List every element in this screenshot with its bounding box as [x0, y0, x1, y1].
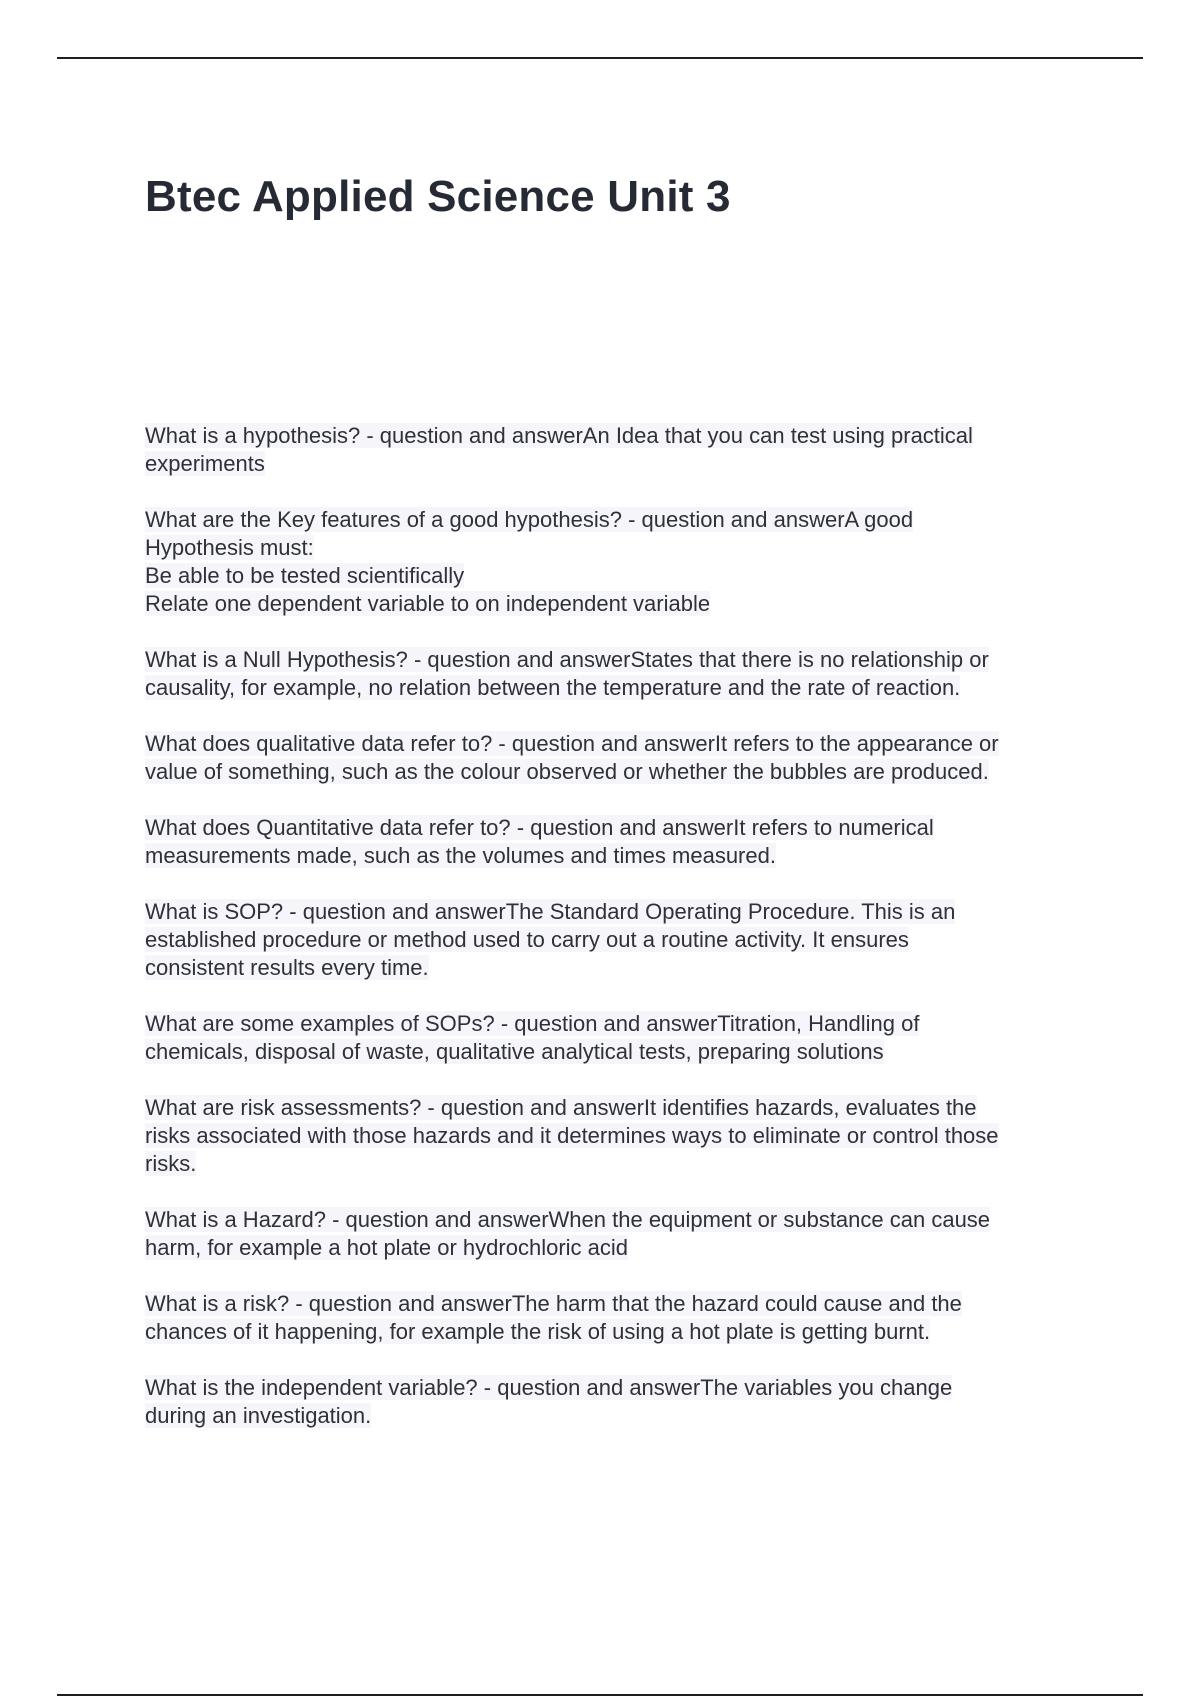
qa-line [145, 758, 1095, 786]
qa-line-text: during an investigation. [145, 1403, 372, 1428]
qa-line [145, 1234, 1095, 1262]
qa-line [145, 1318, 1095, 1346]
qa-line-text: What are some examples of SOPs? - question and answerTitration, Handling of [145, 1011, 920, 1036]
qa-line-text: What are the Key features of a good hypothesis? - question and answerA good [145, 507, 914, 532]
qa-line-text: What is the independent variable? - question and answerThe variables you change [145, 1375, 953, 1400]
qa-line-text: What are risk assessments? - question and answerIt identifies hazards, evaluates the [145, 1095, 977, 1120]
qa-line [145, 1206, 1095, 1234]
qa-line [145, 674, 1095, 702]
qa-line-text: chemicals, disposal of waste, qualitative analytical tests, preparing solutions [145, 1039, 884, 1064]
qa-line [145, 534, 1095, 562]
qa-line-text: risks. [145, 1151, 197, 1176]
qa-item [145, 730, 1095, 786]
qa-line-text: Be able to be tested scientifically [145, 563, 465, 588]
qa-line-text: consistent results every time. [145, 955, 429, 980]
qa-list [145, 422, 1095, 1458]
qa-line-text: What is a hypothesis? - question and answerAn Idea that you can test using practical [145, 423, 973, 448]
qa-item [145, 1374, 1095, 1430]
qa-line-text: Hypothesis must: [145, 535, 314, 560]
qa-line [145, 1374, 1095, 1402]
qa-item [145, 1290, 1095, 1346]
qa-line [145, 1038, 1095, 1066]
qa-line-text: What is SOP? - question and answerThe Standard Operating Procedure. This is an [145, 899, 956, 924]
qa-item [145, 898, 1095, 982]
qa-line-text: What does qualitative data refer to? - question and answerIt refers to the appearance or [145, 731, 999, 756]
qa-line [145, 842, 1095, 870]
qa-line-text: causality, for example, no relation between the temperature and the rate of reaction. [145, 675, 961, 700]
qa-item [145, 1206, 1095, 1262]
qa-line [145, 1094, 1095, 1122]
bottom-divider [57, 1694, 1143, 1696]
qa-item [145, 646, 1095, 702]
qa-line [145, 562, 1095, 590]
qa-line [145, 926, 1095, 954]
qa-line [145, 450, 1095, 478]
qa-line-text: chances of it happening, for example the risk of using a hot plate is getting burnt. [145, 1319, 931, 1344]
qa-line [145, 422, 1095, 450]
qa-line-text: value of something, such as the colour observed or whether the bubbles are produced. [145, 759, 989, 784]
qa-line [145, 730, 1095, 758]
qa-line [145, 1402, 1095, 1430]
qa-line-text: Relate one dependent variable to on independent variable [145, 591, 711, 616]
qa-line [145, 898, 1095, 926]
qa-line-text: What does Quantitative data refer to? - question and answerIt refers to numerical [145, 815, 934, 840]
qa-line-text: harm, for example a hot plate or hydrochloric acid [145, 1235, 629, 1260]
qa-line [145, 1290, 1095, 1318]
qa-line-text: experiments [145, 451, 265, 476]
top-divider [57, 57, 1143, 59]
qa-line-text: established procedure or method used to carry out a routine activity. It ensures [145, 927, 909, 952]
qa-item [145, 506, 1095, 618]
qa-line-text: risks associated with those hazards and it determines ways to eliminate or control those [145, 1123, 999, 1148]
qa-line [145, 1122, 1095, 1150]
qa-line-text: measurements made, such as the volumes and times measured. [145, 843, 776, 868]
qa-line [145, 814, 1095, 842]
qa-line [145, 954, 1095, 982]
qa-item [145, 814, 1095, 870]
qa-item [145, 422, 1095, 478]
qa-item [145, 1010, 1095, 1066]
qa-line-text: What is a Null Hypothesis? - question and answerStates that there is no relationship or [145, 647, 989, 672]
document-title: Btec Applied Science Unit 3 [145, 172, 731, 221]
qa-line-text: What is a risk? - question and answerThe harm that the hazard could cause and the [145, 1291, 962, 1316]
qa-line [145, 646, 1095, 674]
qa-line-text: What is a Hazard? - question and answerWhen the equipment or substance can cause [145, 1207, 991, 1232]
qa-line [145, 1010, 1095, 1038]
qa-line [145, 1150, 1095, 1178]
qa-line [145, 590, 1095, 618]
qa-line [145, 506, 1095, 534]
qa-item [145, 1094, 1095, 1178]
